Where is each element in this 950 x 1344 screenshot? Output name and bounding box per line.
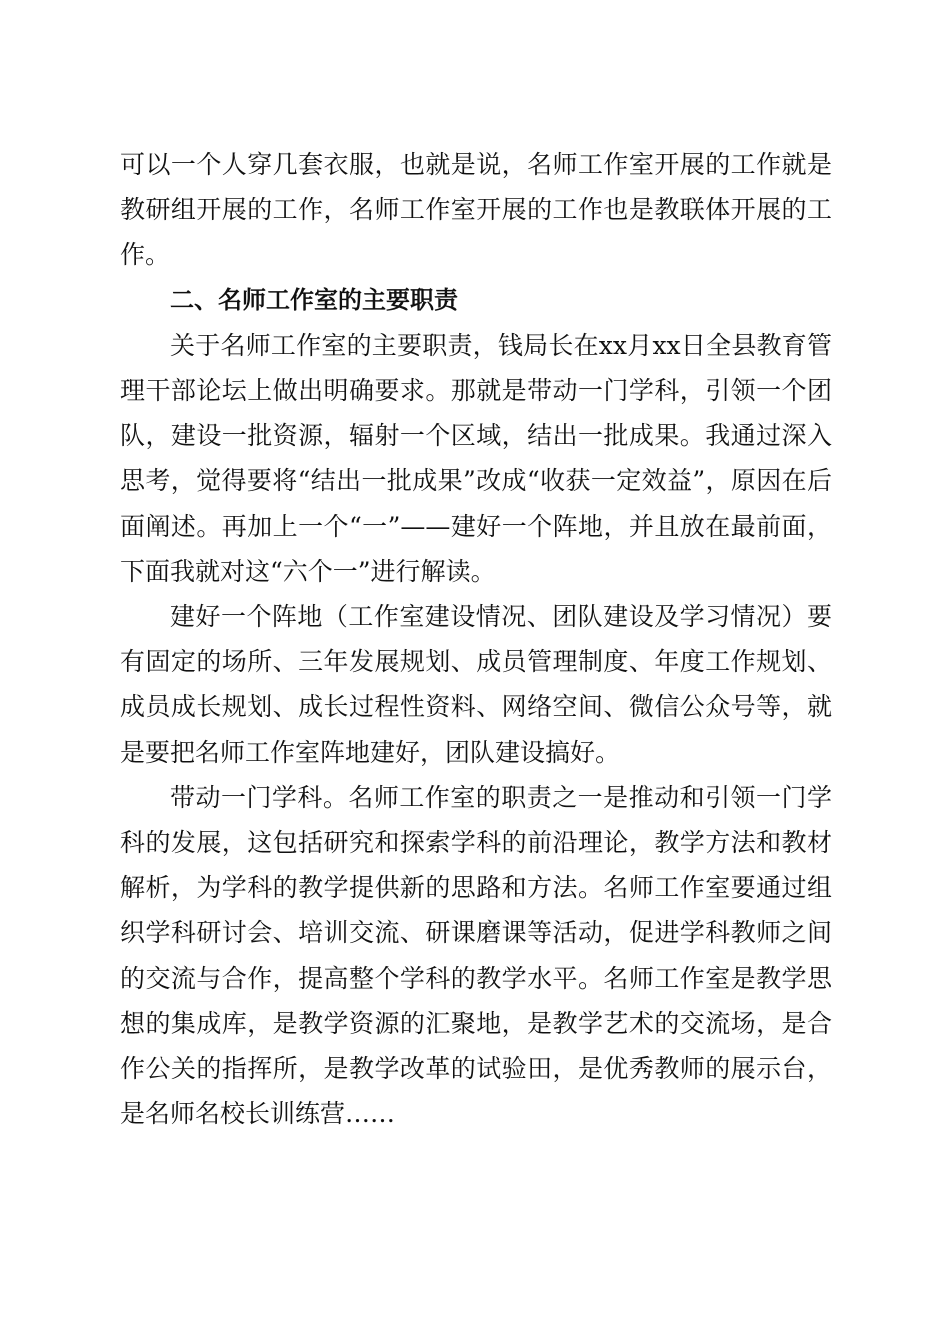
section-heading: 二、名师工作室的主要职责: [170, 285, 458, 314]
paragraph-lead-subject: 带动一门学科。名师工作室的职责之一是推动和引领一门学科的发展，这包括研究和探索学科的前沿理论，教学方法和教材解析，为学科的教学提供新的思路和方法。名师工作室要通过组织学科研讨会、培训交流、研课磨课等活动，促进学科教师之间的交流与合作，提高整个学科的教学水平。名师工作室是教学思想的集成库，是教学资源的汇聚地，是教学艺术的交流场，是合作公关的指挥所，是教学改革的试验田，是优秀教师的展示台，是名师名校长训练营……: [120, 782, 832, 1129]
document-body: [120, 142, 832, 1136]
paragraph-continuation: 可以一个人穿几套衣服，也就是说，名师工作室开展的工作就是教研组开展的工作，名师工作室开展的工作也是教联体开展的工作。: [120, 150, 832, 270]
paragraph-build-position: 建好一个阵地（工作室建设情况、团队建设及学习情况）要有固定的场所、三年发展规划、成员管理制度、年度工作规划、成员成长规划、成长过程性资料、网络空间、微信公众号等，就是要把名师工作室阵地建好，团队建设搞好。: [120, 602, 832, 767]
paragraph-responsibilities-intro: 关于名师工作室的主要职责，钱局长在xx月xx日全县教育管理干部论坛上做出明确要求。那就是带动一门学科，引领一个团队，建设一批资源，辐射一个区域，结出一批成果。我通过深入思考，觉得要将“结出一批成果”改成“收获一定效益”，原因在后面阐述。再加上一个“一”——建好一个阵地，并且放在最前面，下面我就对这“六个一”进行解读。: [120, 330, 832, 586]
